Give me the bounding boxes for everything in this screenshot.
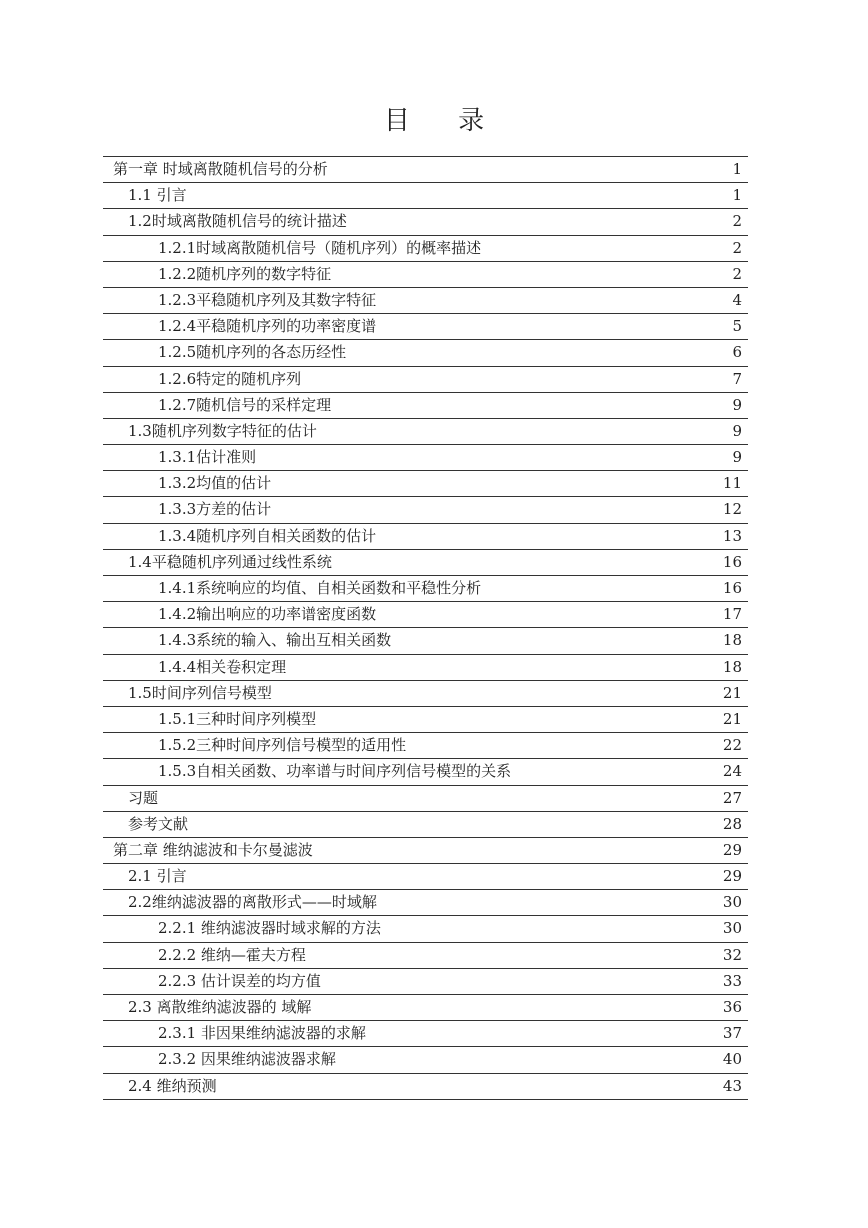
toc-entry-page-number: 9 [732,421,742,440]
toc-entry-page-number: 5 [732,317,742,336]
toc-entry-label: 2.2维纳滤波器的离散形式——时域解 [128,893,377,912]
table-of-contents [103,156,748,1100]
toc-entry-page-number: 29 [722,867,742,886]
toc-entry[interactable] [103,812,748,838]
toc-entry-label: 1.2.4平稳随机序列的功率密度谱 [158,317,377,336]
toc-entry-page-number: 33 [722,971,742,990]
toc-entry-label: 2.3 离散维纳滤波器的 域解 [128,998,312,1016]
toc-entry[interactable] [103,262,748,288]
toc-entry-label: 1.3.2均值的估计 [158,474,272,493]
toc-entry-page-number: 13 [722,526,742,545]
toc-entry-page-number: 1 [732,160,742,178]
toc-entry[interactable] [103,864,748,890]
toc-entry-page-number: 21 [722,709,742,728]
page-title: 目 录 [383,106,505,136]
toc-entry-label: 2.2.1 维纳滤波器时域求解的方法 [158,919,381,938]
toc-entry[interactable] [103,236,748,262]
toc-entry[interactable] [103,733,748,759]
toc-entry-label: 1.4平稳随机序列通过线性系统 [128,552,332,571]
toc-entry[interactable] [103,759,748,785]
toc-entry-page-number: 22 [722,736,742,755]
toc-entry-label: 1.4.3系统的输入、输出互相关函数 [158,631,392,650]
toc-entry-page-number: 11 [722,474,742,493]
toc-entry-page-number: 16 [722,552,742,571]
toc-entry-label: 1.3.1估计准则 [158,448,257,467]
toc-entry-page-number: 9 [732,395,742,414]
toc-entry-page-number: 1 [732,186,742,205]
toc-entry-label: 1.2.5随机序列的各态历经性 [158,343,347,362]
toc-entry-page-number: 28 [722,814,742,833]
toc-entry-label: 2.1 引言 [128,867,187,886]
toc-entry-page-number: 18 [722,631,742,650]
toc-entry-label: 1.3.4随机序列自相关函数的估计 [158,526,377,545]
toc-entry[interactable] [103,209,748,235]
toc-entry[interactable] [103,183,748,209]
toc-entry-label: 1.4.2输出响应的功率谱密度函数 [158,605,377,624]
toc-entry-label: 2.2.2 维纳—霍夫方程 [158,945,306,964]
toc-entry-label: 2.4 维纳预测 [128,1076,217,1095]
toc-entry-page-number: 30 [722,893,742,912]
toc-entry[interactable] [103,471,748,497]
toc-entry-label: 1.5.1三种时间序列模型 [158,709,317,728]
toc-entry-page-number: 6 [732,343,742,362]
toc-entry-page-number: 43 [722,1076,742,1095]
toc-entry-page-number: 37 [722,1024,742,1043]
toc-entry-label: 1.2时域离散随机信号的统计描述 [128,212,347,231]
toc-entry[interactable] [103,838,748,864]
toc-entry-page-number: 2 [732,212,742,231]
toc-entry[interactable] [103,786,748,812]
toc-entry[interactable] [103,524,748,550]
toc-entry[interactable] [103,890,748,916]
toc-entry-label: 2.2.3 估计误差的均方值 [158,971,321,990]
toc-entry-label: 1.5.2三种时间序列信号模型的适用性 [158,736,407,755]
toc-entry-label: 1.4.4相关卷积定理 [158,657,287,676]
toc-entry[interactable] [103,602,748,628]
toc-entry-page-number: 12 [722,500,742,519]
toc-entry-page-number: 24 [722,762,742,781]
toc-entry[interactable] [103,969,748,995]
toc-entry-page-number: 27 [722,788,742,807]
toc-entry-label: 1.2.6特定的随机序列 [158,369,302,388]
toc-entry[interactable] [103,628,748,654]
toc-entry-label: 1.2.1时域离散随机信号（随机序列）的概率描述 [158,238,482,257]
toc-entry-label: 1.3.3方差的估计 [158,500,272,519]
toc-entry[interactable] [103,916,748,942]
toc-entry-page-number: 40 [722,1050,742,1069]
toc-entry-label: 第二章 维纳滤波和卡尔曼滤波 [113,840,313,859]
toc-entry-label: 习题 [128,788,159,807]
toc-entry-page-number: 18 [722,657,742,676]
toc-entry-page-number: 7 [732,369,742,388]
toc-entry[interactable] [103,576,748,602]
toc-entry-page-number: 36 [722,998,742,1016]
toc-entry[interactable] [103,995,748,1021]
toc-entry-label: 1.2.7随机信号的采样定理 [158,395,332,414]
toc-entry[interactable] [103,288,748,314]
toc-entry[interactable] [103,157,748,183]
toc-entry-label: 2.3.2 因果维纳滤波器求解 [158,1050,336,1069]
toc-entry[interactable] [103,340,748,366]
toc-entry-page-number: 21 [722,683,742,702]
toc-entry[interactable] [103,655,748,681]
toc-entry[interactable] [103,393,748,419]
toc-entry[interactable] [103,1074,748,1100]
toc-entry[interactable] [103,367,748,393]
toc-entry-page-number: 2 [732,264,742,283]
toc-entry[interactable] [103,497,748,523]
toc-entry-label: 1.4.1系统响应的均值、自相关函数和平稳性分析 [158,579,482,597]
toc-entry-page-number: 29 [722,840,742,859]
toc-entry[interactable] [103,681,748,707]
toc-entry[interactable] [103,1021,748,1047]
toc-entry-page-number: 16 [722,579,742,597]
toc-entry-page-number: 4 [732,290,742,309]
toc-entry[interactable] [103,314,748,340]
toc-entry[interactable] [103,550,748,576]
toc-entry-label: 1.5.3自相关函数、功率谱与时间序列信号模型的关系 [158,762,512,781]
toc-entry-page-number: 32 [722,945,742,964]
toc-entry-label: 1.5时间序列信号模型 [128,683,272,702]
toc-entry-label: 1.1 引言 [128,186,187,205]
toc-entry[interactable] [103,707,748,733]
toc-entry-label: 2.3.1 非因果维纳滤波器的求解 [158,1024,366,1043]
toc-entry[interactable] [103,1047,748,1073]
toc-entry-label: 1.2.3平稳随机序列及其数字特征 [158,290,377,309]
toc-entry-label: 1.2.2随机序列的数字特征 [158,264,332,283]
toc-entry[interactable] [103,445,748,471]
toc-entry-label: 第一章 时域离散随机信号的分析 [113,160,328,178]
toc-entry[interactable] [103,419,748,445]
toc-entry-label: 参考文献 [128,814,189,833]
toc-entry-page-number: 17 [722,605,742,624]
toc-entry-page-number: 30 [722,919,742,938]
toc-entry[interactable] [103,943,748,969]
toc-entry-page-number: 2 [732,238,742,257]
toc-entry-page-number: 9 [732,448,742,467]
toc-entry-label: 1.3随机序列数字特征的估计 [128,421,317,440]
